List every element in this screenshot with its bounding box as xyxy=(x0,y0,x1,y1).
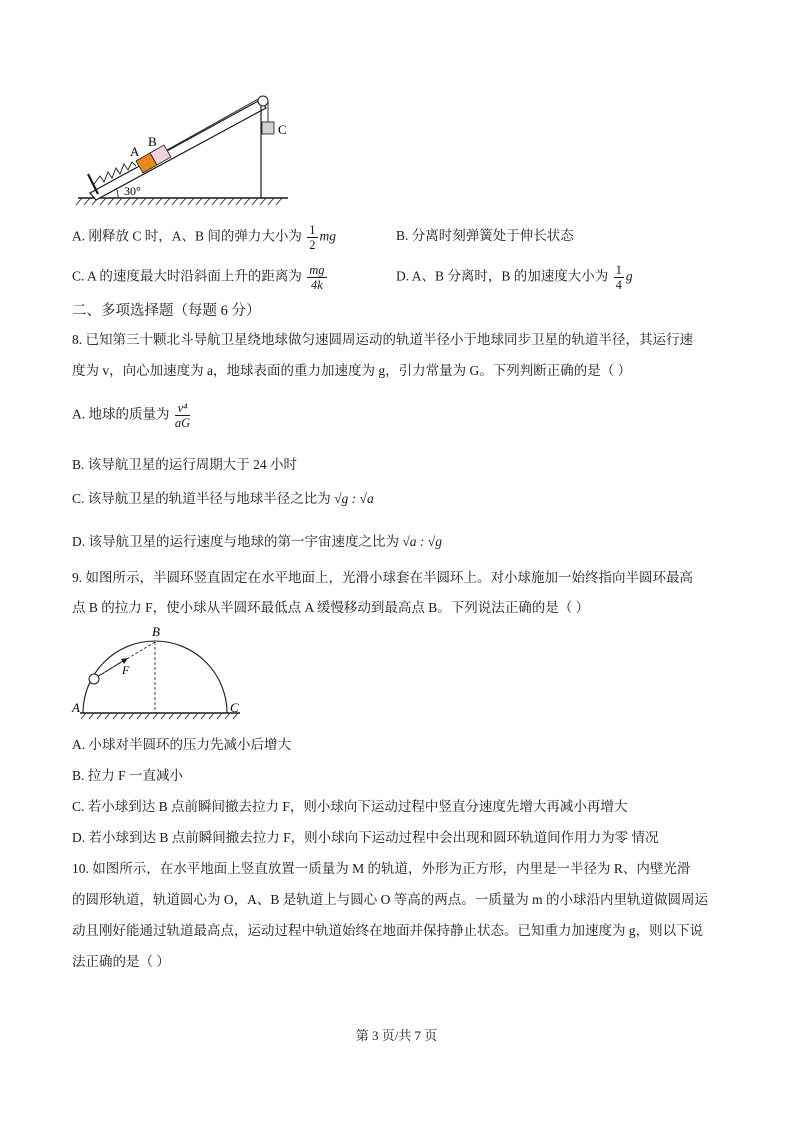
q7-option-b: B. 分离时刻弹簧处于伸长状态 xyxy=(396,228,574,243)
q8-option-b: B. 该导航卫星的运行周期大于 24 小时 xyxy=(72,457,298,472)
label-b: B xyxy=(152,624,160,639)
fraction: $\frac{\text{v⁴}}{aG}$ xyxy=(174,401,191,430)
q8-option-d: D. 该导航卫星的运行速度与地球的第一宇宙速度之比为 √a : √g xyxy=(72,532,442,552)
q9-stem-line1: 9. 如图所示，半圆环竖直固定在水平地面上，光滑小球套在半圆环上。对小球施加一始终指向半圆环最高 xyxy=(72,570,693,585)
label-c: C xyxy=(230,700,239,715)
q7-option-d: D. A、B 分离时，B 的加速度大小为 $\frac{1}{4}$ g xyxy=(396,263,633,292)
q10-stem-line1: 10. 如图所示，在水平地面上竖直放置一质量为 M 的轨道，外形为正方形，内里是一半径为 R、内壁光滑 xyxy=(72,861,691,876)
ball xyxy=(89,674,99,684)
q9-option-a: A. 小球对半圆环的压力先减小后增大 xyxy=(72,737,291,752)
q10-stem-line2: 的圆形轨道，轨道圆心为 O，A、B 是轨道上与圆心 O 等高的两点。一质量为 m 的小球沿内里轨道做圆周运 xyxy=(72,892,709,907)
q10-stem-line4: 法正确的是（ ） xyxy=(72,954,170,969)
q9-option-c: C. 若小球到达 B 点前瞬间撤去拉力 F，则小球向下运动过程中竖直分速度先增大再减小再增大 xyxy=(72,799,628,814)
q7-option-a: A. 刚释放 C 时，A、B 间的弹力大小为 $\frac{1}{2}$ mg xyxy=(72,223,337,252)
q9-option-d: D. 若小球到达 B 点前瞬间撤去拉力 F，则小球向下运动过程中会出现和圆环轨道间作用力为零 情况 xyxy=(72,830,659,845)
label-f: F xyxy=(122,663,130,677)
angle-label: 30° xyxy=(124,184,141,198)
label-c: C xyxy=(278,122,287,137)
block-c xyxy=(262,122,274,134)
ratio-math: √a : √g xyxy=(402,534,442,549)
ratio-math: √g : √a xyxy=(334,491,374,506)
label-a: A xyxy=(130,144,140,159)
fraction: $\frac{mg}{4k}$ xyxy=(309,263,325,292)
q7-option-c: C. A 的速度最大时沿斜面上升的距离为 $\frac{mg}{4k}$ xyxy=(72,263,325,292)
label-b: B xyxy=(148,134,157,149)
q8-stem-line1: 8. 已知第三十颗北斗导航卫星绕地球做匀速圆周运动的轨道半径小于地球同步卫星的轨道半径，其运行速 xyxy=(72,332,693,347)
q9-option-b: B. 拉力 F 一直减小 xyxy=(72,768,184,783)
pulley xyxy=(258,96,268,106)
q9-stem-line2: 点 B 的拉力 F，使小球从半圆环最低点 A 缓慢移动到最高点 B。下列说法正确的是（ ） xyxy=(72,600,590,615)
q10-stem-line3: 动且刚好能通过轨道最高点，运动过程中轨道始终在地面并保持静止状态。已知重力加速度为 g，则以下说 xyxy=(72,923,704,938)
q8-option-c: C. 该导航卫星的轨道半径与地球半径之比为 √g : √a xyxy=(72,489,374,509)
page-number: 第 3 页/共 7 页 xyxy=(355,1028,438,1043)
section-title: 二、多项选择题（每题 6 分） xyxy=(72,303,261,319)
fraction: $\frac{1}{2}$ xyxy=(309,223,316,252)
q8-stem-line2: 度为 v，向心加速度为 a，地球表面的重力加速度为 g，引力常量为 G。下列判断正确的是（ ） xyxy=(72,363,632,378)
semicircle-figure xyxy=(70,622,250,722)
fraction: $\frac{1}{4}$ xyxy=(615,263,622,292)
incline-figure xyxy=(70,90,300,215)
label-a: A xyxy=(72,700,80,715)
q8-option-a: A. 地球的质量为 $\frac{\text{v⁴}}{aG}$ xyxy=(72,401,191,430)
